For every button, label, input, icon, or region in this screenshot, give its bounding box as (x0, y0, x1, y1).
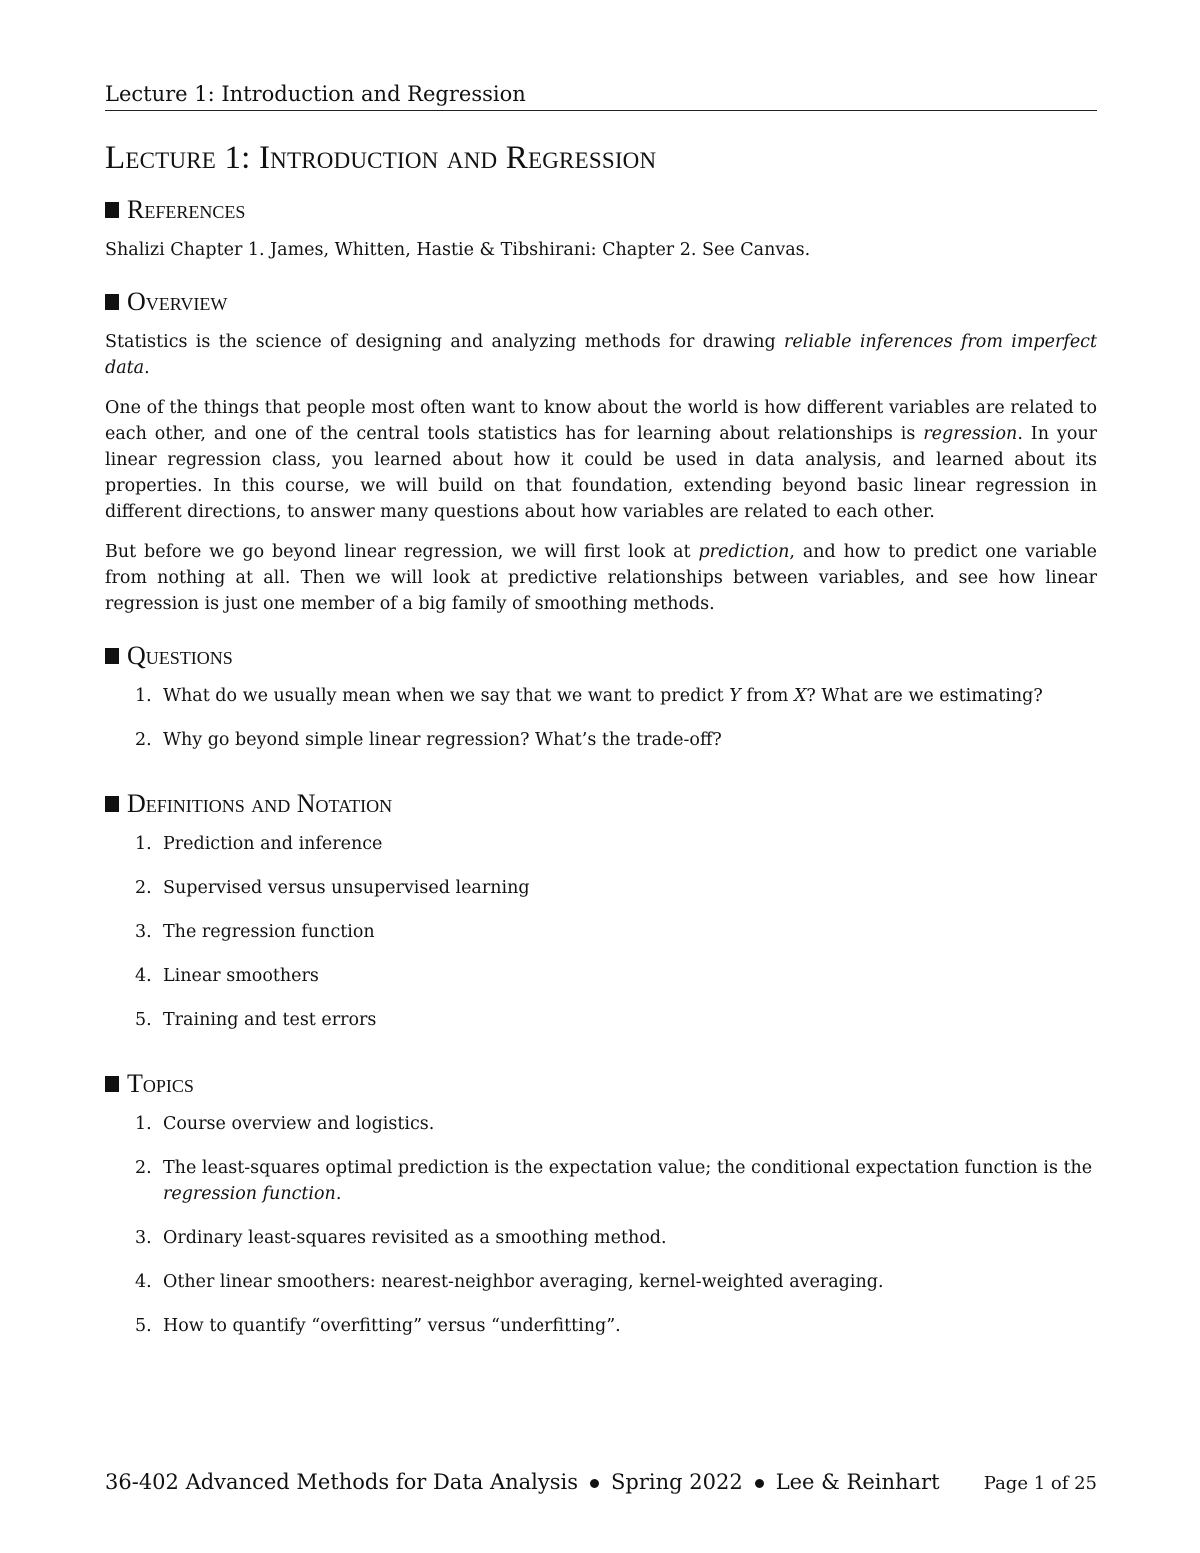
topics-heading (105, 1069, 1097, 1099)
list-item: 1. Prediction and inference (135, 834, 383, 854)
list-item: 4. Linear smoothers (135, 966, 319, 986)
running-header: Lecture 1: Introduction and Regression (105, 82, 1097, 111)
overview-paragraph-1: Statistics is the science of designing and analyzing methods for drawing reliable inferences from imperfect data. (105, 332, 1098, 378)
topics-list (105, 1111, 1097, 1339)
list-item: 3. The regression function (135, 922, 375, 942)
list-item: 2. Supervised versus unsupervised learning (135, 878, 530, 898)
footer-course-info: 36-402 Advanced Methods for Data Analysis Spring 2022 Lee & Reinhart (105, 1470, 940, 1494)
references-heading (105, 195, 1097, 225)
list-item: 5. How to quantify “overfitting” versus “underfitting”. (135, 1316, 621, 1336)
list-item: 2. Why go beyond simple linear regression? What’s the trade-off? (135, 730, 722, 750)
section-square-icon (105, 1076, 119, 1092)
definitions-heading (105, 789, 1097, 819)
definitions-list (105, 831, 1097, 1033)
questions-heading (105, 641, 1097, 671)
topics-heading-text: Topics (127, 1069, 194, 1098)
section-square-icon (105, 202, 119, 218)
page-number: Page 1 of 25 (983, 1473, 1097, 1494)
bullet-icon (755, 1479, 764, 1488)
overview-paragraph-3: But before we go beyond linear regression, we will first look at prediction, and how to predict one variable from nothing at all. Then we will look at predictive relationships between variables, and see how linear regression is just one member of a big family of smoothing methods. (105, 542, 1097, 614)
page-footer (105, 1470, 1097, 1494)
definitions-heading-text: Definitions and Notation (127, 789, 393, 818)
overview-paragraph-2: One of the things that people most often want to know about the world is how different variables are related to each other, and one of the central tools statistics has for learning about relationships is regression. In your linear regression class, you learned about how it could be used in data analysis, and learned about its properties. In this course, we will build on that foundation, extending beyond basic linear regression in different directions, to answer many questions about how variables are related to each other. (105, 398, 1097, 522)
list-item: 5. Training and test errors (135, 1010, 377, 1030)
questions-heading-text: Questions (127, 641, 233, 670)
list-item: 3. Ordinary least-squares revisited as a smoothing method. (135, 1228, 667, 1248)
page-title: Lecture 1: Introduction and Regression (105, 140, 657, 176)
bullet-icon (590, 1479, 599, 1488)
section-square-icon (105, 796, 119, 812)
list-item: 1. Course overview and logistics. (135, 1114, 435, 1134)
references-text: Shalizi Chapter 1. James, Whitten, Hastie & Tibshirani: Chapter 2. See Canvas. (105, 240, 811, 260)
overview-heading (105, 287, 1097, 317)
overview-heading-text: Overview (127, 287, 228, 316)
list-item: 2. The least-squares optimal prediction is the expectation value; the conditional expectation function is the regression function. (135, 1158, 1093, 1204)
section-square-icon (105, 648, 119, 664)
page-content (105, 128, 1097, 1357)
references-heading-text: References (127, 195, 246, 224)
questions-list (105, 683, 1097, 753)
list-item: 4. Other linear smoothers: nearest-neighbor averaging, kernel-weighted averaging. (135, 1272, 884, 1292)
list-item: 1. What do we usually mean when we say that we want to predict Y from X? What are we estimating? (135, 686, 1043, 706)
section-square-icon (105, 294, 119, 310)
